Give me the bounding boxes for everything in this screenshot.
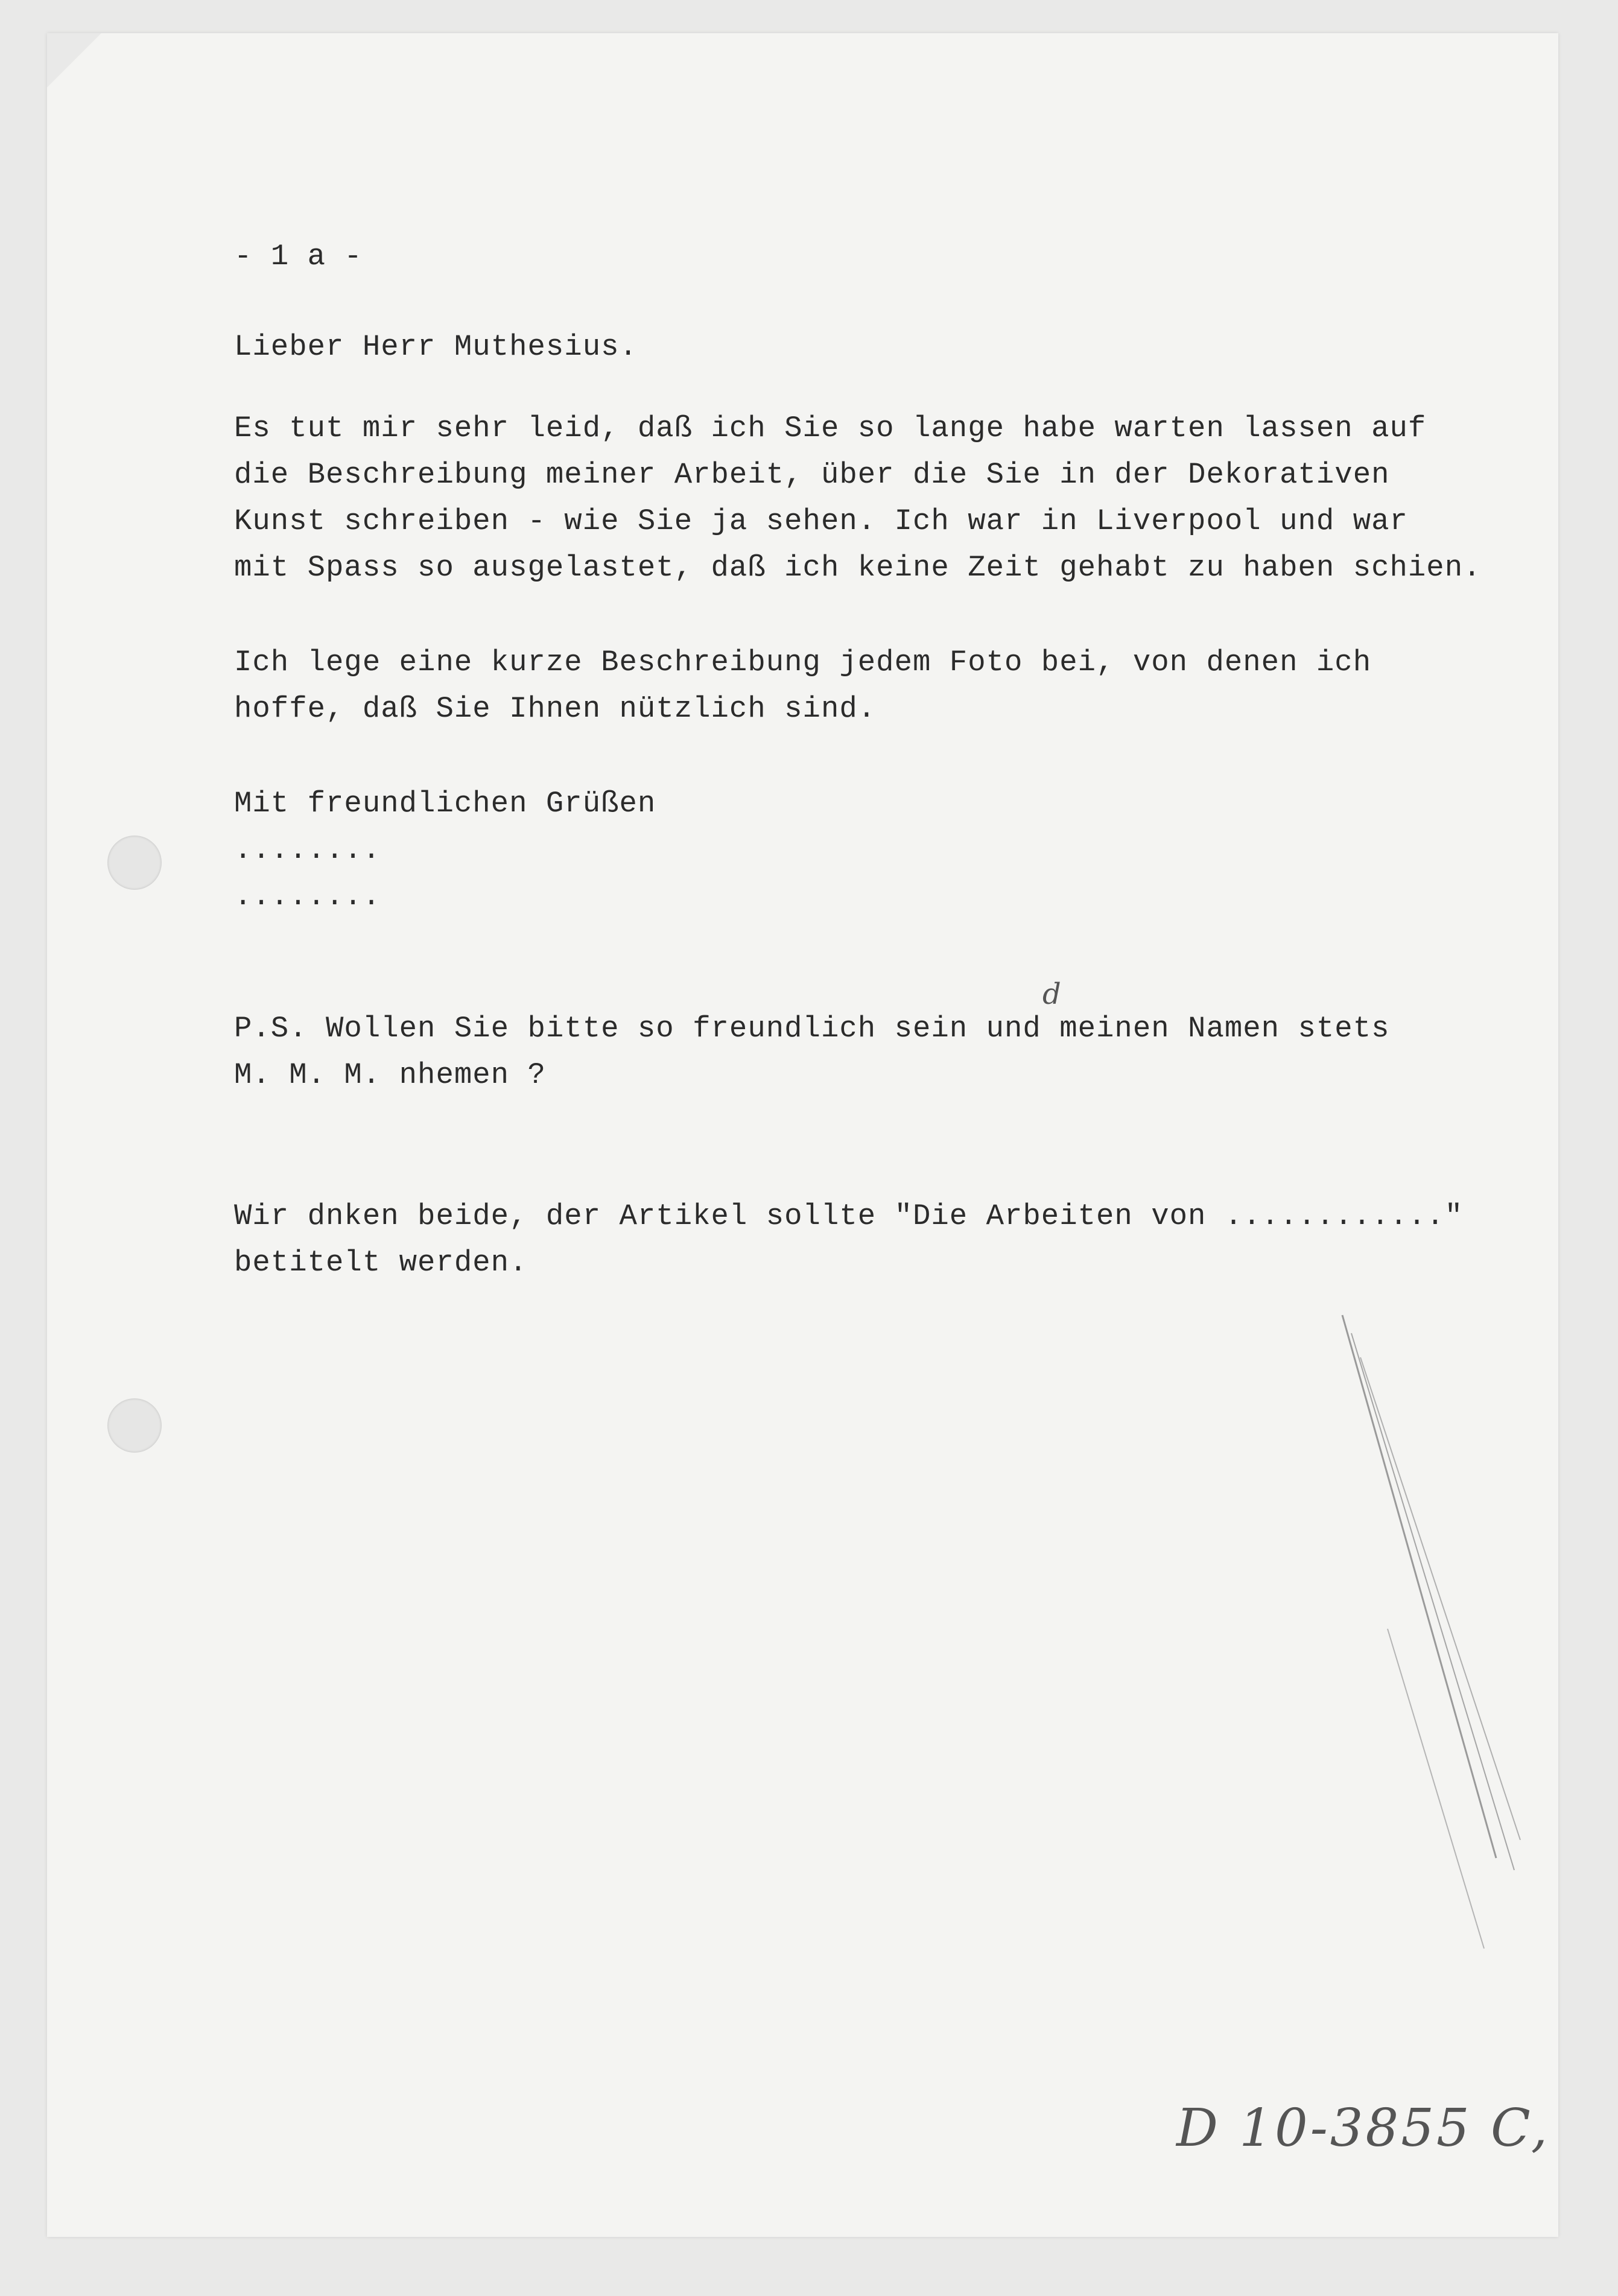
archive-number: D 10-3855 C, [1176,2098,1550,2158]
postscript-line: P.S. Wollen Sie bitte so freundlich sein und meinen Namen stets [234,1012,1390,1045]
paragraph1-line: die Beschreibung meiner Arbeit, über die Sie in der Dekorativen [234,458,1390,492]
postscript-line: M. M. M. nhemen ? [234,1058,546,1092]
paragraph1-line: Es tut mir sehr leid, daß ich Sie so lange habe warten lassen auf [234,411,1427,445]
handwritten-insertion: d [1042,977,1061,1011]
salutation: Lieber Herr Muthesius. [234,330,638,364]
paragraph2-line: hoffe, daß Sie Ihnen nützlich sind. [234,692,877,726]
paragraph1-line: Kunst schreiben - wie Sie ja sehen. Ich war in Liverpool und war [234,504,1408,538]
signature-line: ........ [234,880,381,913]
paragraph3-line: Wir dnken beide, der Artikel sollte "Die Arbeiten von ............" [234,1199,1464,1233]
paragraph2-line: Ich lege eine kurze Beschreibung jedem Foto bei, von denen ich [234,645,1372,679]
paragraph1-line: mit Spass so ausgelastet, daß ich keine Zeit gehabt zu haben schien. [234,551,1482,585]
page-number: - 1 a - [234,239,363,273]
closing: Mit freundlichen Grüßen [234,787,656,820]
paragraph3-line: betitelt werden. [234,1246,528,1280]
signature-line: ........ [234,833,381,867]
